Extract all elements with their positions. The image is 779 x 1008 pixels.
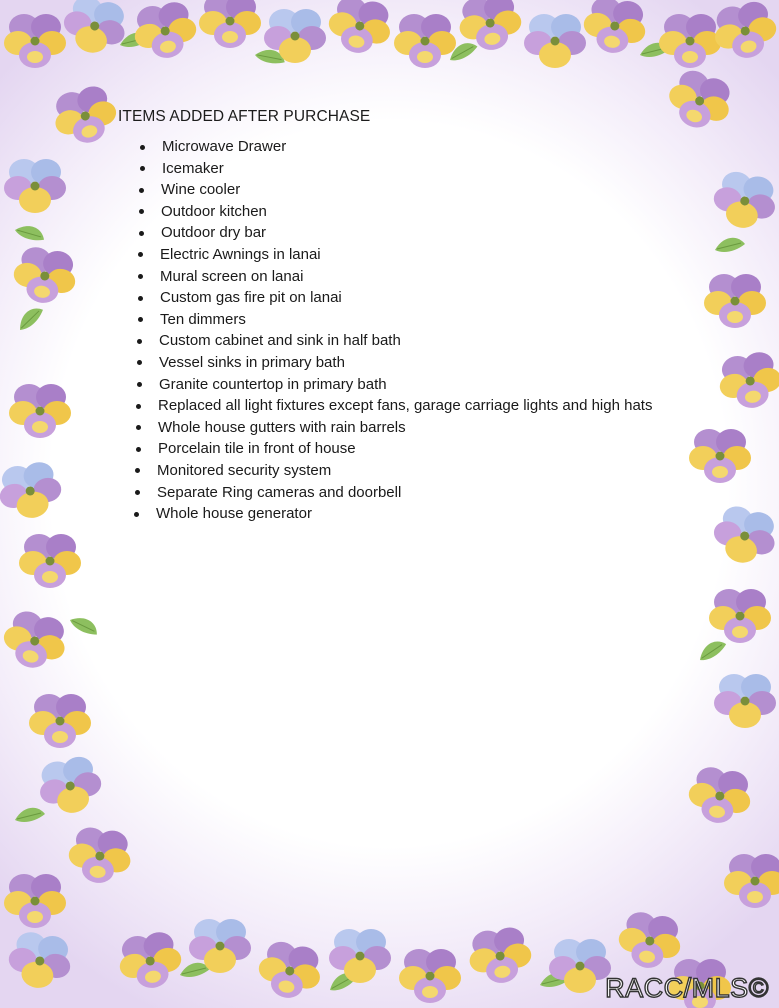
bullet-icon [134, 512, 139, 517]
items-list [118, 136, 718, 525]
bullet-icon [136, 404, 141, 409]
list-item [118, 244, 718, 266]
bullet-icon [138, 252, 143, 257]
list-item [118, 482, 718, 504]
list-item [118, 460, 718, 482]
list-item [118, 417, 718, 439]
bullet-icon [138, 274, 143, 279]
list-item [118, 438, 718, 460]
bullet-icon [138, 317, 143, 322]
list-item-text: Outdoor kitchen [161, 202, 267, 220]
mls-watermark: RACC/MLS© [605, 973, 769, 1003]
bullet-icon [137, 382, 142, 387]
list-item [118, 309, 718, 331]
bullet-icon [139, 209, 144, 214]
list-item [118, 374, 718, 396]
bullet-icon [135, 490, 140, 495]
list-item-text: Electric Awnings in lanai [160, 245, 321, 263]
list-item-text: Custom gas fire pit on lanai [160, 289, 342, 307]
list-item-text: Whole house gutters with rain barrels [158, 418, 406, 436]
bullet-icon [139, 188, 144, 193]
list-item [118, 179, 718, 201]
list-item [118, 158, 718, 180]
bullet-icon [136, 425, 141, 430]
list-item-text: Whole house generator [156, 505, 312, 523]
bullet-icon [140, 166, 145, 171]
bullet-icon [137, 360, 142, 365]
list-item-text: Outdoor dry bar [161, 224, 267, 242]
list-item-text: Separate Ring cameras and doorbell [157, 483, 402, 501]
list-item-text: Monitored security system [157, 461, 332, 479]
bullet-icon [137, 339, 142, 344]
list-item-text: Icemaker [162, 159, 224, 177]
list-item [118, 330, 718, 352]
list-item-text: Ten dimmers [160, 310, 246, 328]
list-item-text: Mural screen on lanai [160, 267, 304, 285]
list-item [118, 266, 718, 288]
list-item [118, 222, 718, 244]
list-item-text: Wine cooler [161, 181, 241, 199]
list-item [118, 287, 718, 309]
bullet-icon [136, 447, 141, 452]
list-item-text: Granite countertop in primary bath [159, 375, 387, 393]
bullet-icon [140, 145, 145, 150]
bullet-icon [135, 468, 140, 473]
list-item-text: Custom cabinet and sink in half bath [159, 332, 401, 350]
list-item [118, 201, 718, 223]
list-item [118, 352, 718, 374]
bullet-icon [139, 231, 144, 236]
list-item [118, 136, 718, 158]
list-item [118, 395, 718, 417]
page-title: ITEMS ADDED AFTER PURCHASE [118, 108, 371, 125]
bullet-icon [138, 296, 143, 301]
pansy-flower-icon [0, 159, 134, 993]
list-item [118, 503, 718, 525]
list-item-text: Replaced all light fixtures except fans, garage carriage lights and high hats [158, 397, 653, 415]
list-item-text: Microwave Drawer [162, 138, 287, 155]
document-content [118, 108, 718, 525]
list-item-text: Porcelain tile in front of house [158, 440, 356, 458]
list-item-text: Vessel sinks in primary bath [159, 353, 345, 371]
